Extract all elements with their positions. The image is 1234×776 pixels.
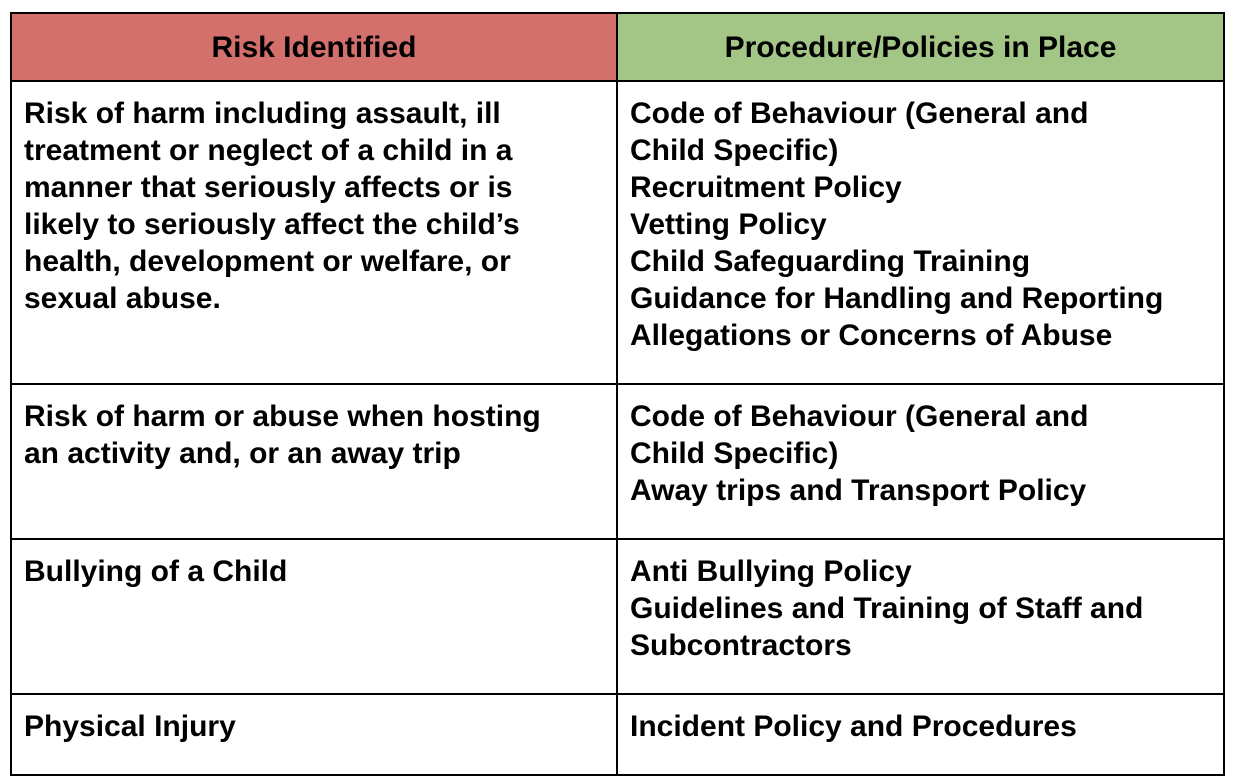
table-row [11, 81, 1224, 384]
procedure-cell [617, 539, 1224, 694]
risk-text-line: Risk of harm including assault, ill [24, 97, 501, 130]
risk-cell [11, 539, 617, 694]
risk-text-line: manner that seriously affects or is [24, 171, 513, 204]
risk-cell [11, 81, 617, 384]
risk-cell [11, 384, 617, 539]
procedure-text-line: Recruitment Policy [630, 171, 902, 204]
header-risk-identified: Risk Identified [11, 13, 617, 81]
procedure-text-line: Vetting Policy [630, 208, 827, 241]
risk-text-line: Risk of harm or abuse when hosting [24, 400, 541, 433]
risk-policy-table [10, 12, 1225, 776]
procedure-text-line: Guidelines and Training of Staff and [630, 592, 1144, 625]
risk-text-line: sexual abuse. [24, 282, 221, 315]
risk-text-line: health, development or welfare, or [24, 245, 511, 278]
risk-text-line: an activity and, or an away trip [24, 437, 461, 470]
procedure-text-line: Code of Behaviour (General and [630, 400, 1089, 433]
procedure-cell [617, 694, 1224, 775]
procedure-text-line: Code of Behaviour (General and [630, 97, 1089, 130]
procedure-cell [617, 81, 1224, 384]
risk-cell [11, 694, 617, 775]
risk-text-line: Physical Injury [24, 710, 236, 743]
table-row [11, 384, 1224, 539]
procedure-text-line: Anti Bullying Policy [630, 555, 912, 588]
procedure-text-line: Incident Policy and Procedures [630, 710, 1077, 743]
table-row [11, 539, 1224, 694]
procedure-text-line: Away trips and Transport Policy [630, 474, 1087, 507]
procedure-text-line: Subcontractors [630, 629, 852, 662]
procedure-text-line: Child Specific) [630, 134, 839, 167]
risk-text-line: likely to seriously affect the child’s [24, 208, 520, 241]
table-row [11, 694, 1224, 775]
procedure-text-line: Child Safeguarding Training [630, 245, 1031, 278]
procedure-text-line: Allegations or Concerns of Abuse [630, 319, 1113, 352]
table-header-row [11, 13, 1224, 81]
procedure-text-line: Guidance for Handling and Reporting [630, 282, 1164, 315]
header-procedure-policies: Procedure/Policies in Place [617, 13, 1224, 81]
risk-text-line: Bullying of a Child [24, 555, 288, 588]
procedure-text-line: Child Specific) [630, 437, 839, 470]
procedure-cell [617, 384, 1224, 539]
risk-text-line: treatment or neglect of a child in a [24, 134, 513, 167]
